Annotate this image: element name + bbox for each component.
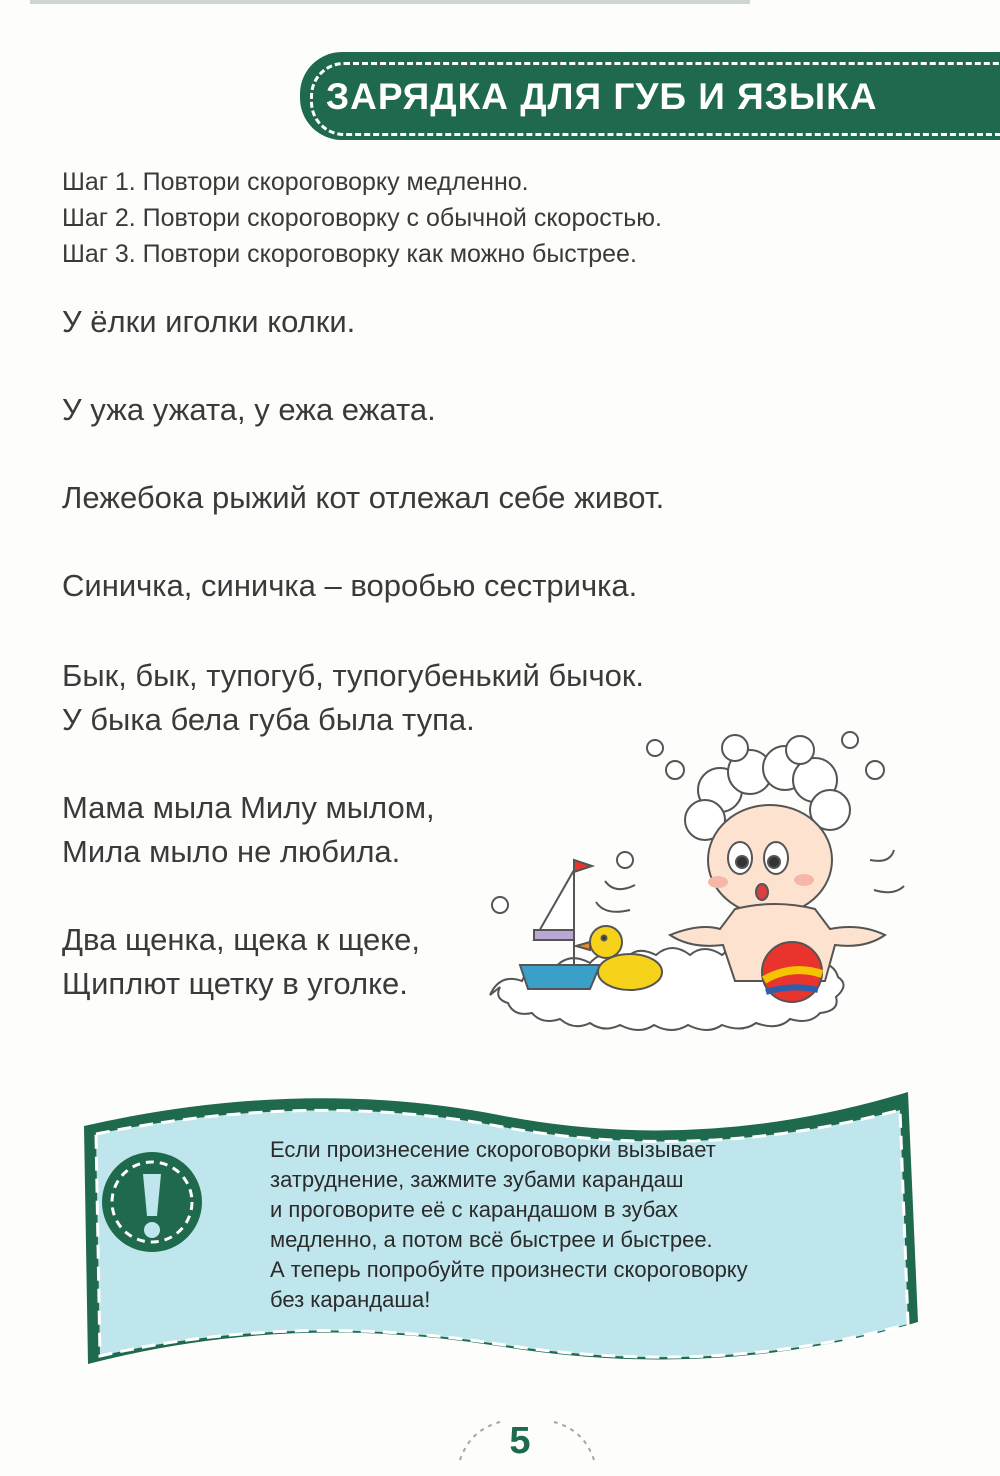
twister-line: Синичка, синичка – воробью сестричка. xyxy=(62,568,638,603)
boat-icon xyxy=(520,860,600,989)
bathing-baby-illustration xyxy=(470,710,950,1040)
tip-line: затруднение, зажмите зубами карандаш xyxy=(270,1167,684,1192)
tip-text xyxy=(270,1135,890,1315)
tip-line: без карандаша! xyxy=(270,1287,431,1312)
twister-line: Мама мыла Милу мылом, xyxy=(62,790,435,825)
twister-line: Щиплют щетку в уголке. xyxy=(62,966,408,1001)
tip-line: медленно, а потом всё быстрее и быстрее. xyxy=(270,1227,713,1252)
twister-line: У ёлки иголки колки. xyxy=(62,304,356,339)
twister-item xyxy=(62,300,822,344)
top-rule xyxy=(30,0,750,4)
page-number: 5 xyxy=(509,1420,531,1462)
twister-line: Мила мыло не любила. xyxy=(62,834,401,869)
exclamation-icon xyxy=(100,1150,204,1254)
twister-item xyxy=(62,476,822,520)
tip-line: Если произнесение скороговорки вызывает xyxy=(270,1137,716,1162)
ball-icon xyxy=(762,942,822,1002)
twister-line: У ужа ужата, у ежа ежата. xyxy=(62,392,436,427)
page-title: ЗАРЯДКА ДЛЯ ГУБ И ЯЗЫКА xyxy=(326,76,878,117)
step-3: Шаг 3. Повтори скороговорку как можно быстрее. xyxy=(62,240,637,268)
tip-line: и проговорите её с карандашом в зубах xyxy=(270,1197,679,1222)
twister-line: Бык, бык, тупогуб, тупогубенький бычок. xyxy=(62,658,645,693)
tip-line: А теперь попробуйте произнести скороговорку xyxy=(270,1257,748,1282)
steps-list xyxy=(62,164,862,272)
twister-line: У быка бела губа была тупа. xyxy=(62,702,475,737)
twister-item xyxy=(62,388,822,432)
twister-line: Два щенка, щека к щеке, xyxy=(62,922,421,957)
twister-line: Лежебока рыжий кот отлежал себе живот. xyxy=(62,480,665,515)
step-1: Шаг 1. Повтори скороговорку медленно. xyxy=(62,168,529,196)
step-2: Шаг 2. Повтори скороговорку с обычной скоростью. xyxy=(62,204,662,232)
twister-item xyxy=(62,564,822,608)
